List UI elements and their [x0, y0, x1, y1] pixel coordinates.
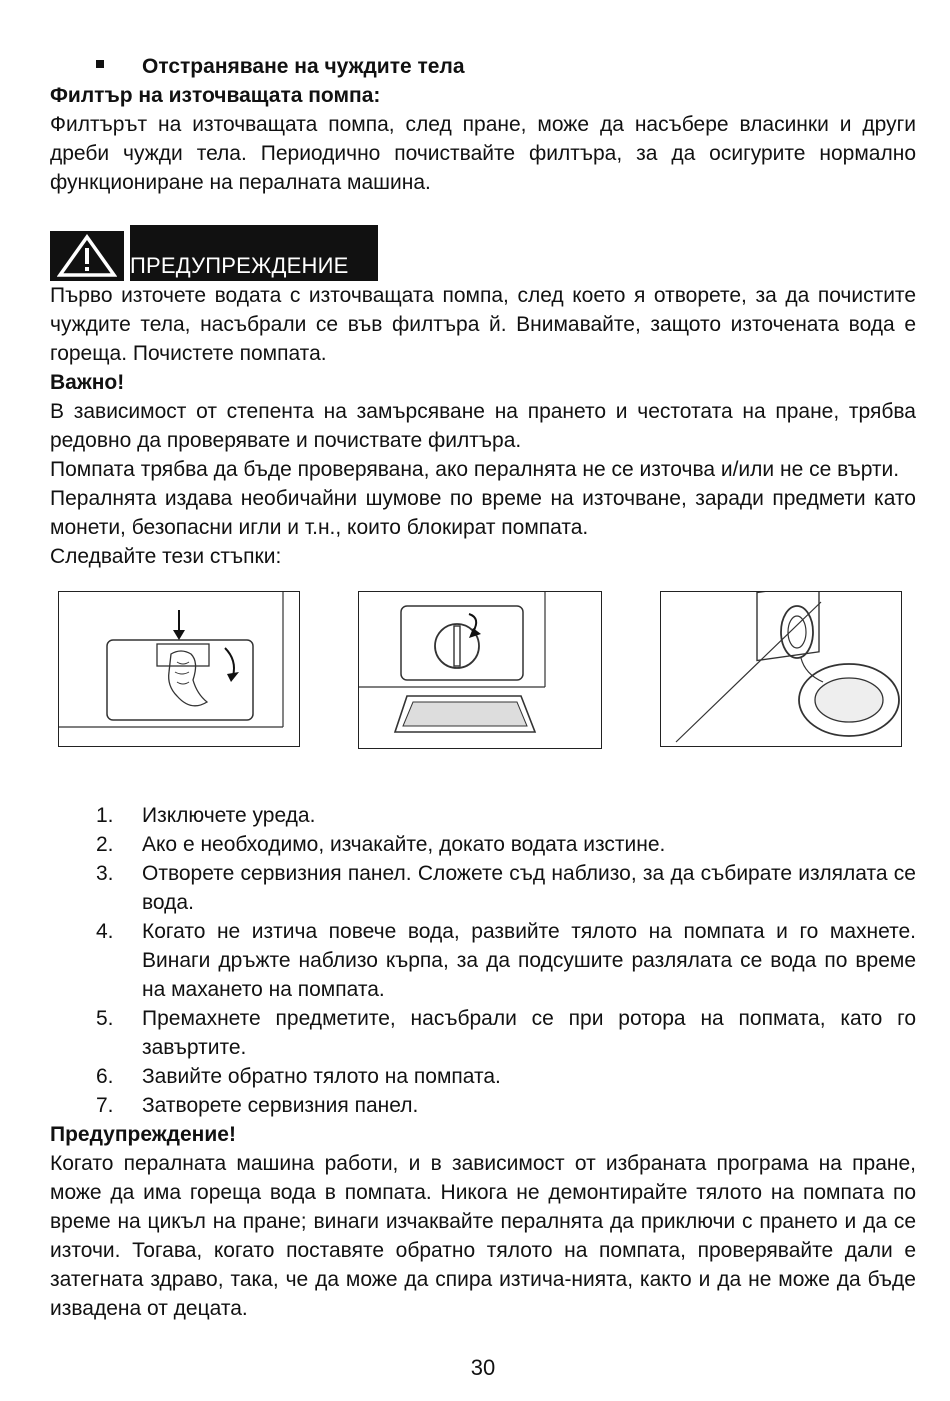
section-bullet-title: [50, 52, 916, 81]
important-paragraph-1: В зависимост от степента на замърсяване на прането и честотата на пране, трябва редовно да проверявате и почиствате филтъра.: [50, 400, 916, 452]
step-number: 4.: [96, 920, 114, 943]
step-number: 7.: [96, 1094, 114, 1117]
step-number: 5.: [96, 1007, 114, 1030]
step-text: Затворете сервизния панел.: [142, 1094, 419, 1117]
step-text: Завийте обратно тялото на помпата.: [142, 1065, 501, 1088]
illustration-row: [50, 591, 916, 781]
important-paragraph-3: Пералнята издава необичайни шумове по време на източване, заради предмети като монети, безопасни игли и т.н., които блокират помпата.: [50, 487, 916, 539]
unscrew-pump-illustration: [358, 591, 602, 749]
final-warning-title: Предупреждение!: [50, 1123, 236, 1146]
bullet-square-icon: [96, 60, 104, 68]
important-title: Важно!: [50, 371, 125, 394]
important-paragraph-2: Помпата трябва да бъде проверявана, ако пералнята не се източва и/или не се върти.: [50, 458, 900, 481]
filter-subtitle: Филтър на източващата помпа:: [50, 84, 381, 107]
steps-list: [50, 801, 916, 1120]
list-item: [50, 1062, 916, 1091]
step-number: 1.: [96, 804, 114, 827]
section-title: Отстраняване на чуждите тела: [142, 55, 465, 78]
warning-paragraph: Първо източете водата с източващата помпа, след което я отворете, за да почистите чуждите тела, насъбрали се във филтъра й. Внимавайте, защото източената вода е гореща. Почистете помпата.: [50, 284, 916, 365]
step-text: Отворете сервизния панел. Сложете съд наблизо, за да събирате излялата се вода.: [142, 862, 916, 914]
intro-paragraph: Филтърът на източващата помпа, след пране, може да насъбере власинки и други дреби чужди тела. Периодично почиствайте филтъра, за да осигурите нормално функциониране на пералната машина.: [50, 113, 916, 194]
warning-header: [50, 225, 916, 281]
step-text: Премахнете предметите, насъбрали се при ротора на попмата, като го завъртите.: [142, 1007, 916, 1059]
list-item: [50, 830, 916, 859]
step-number: 6.: [96, 1065, 114, 1088]
list-item: [50, 1004, 916, 1062]
step-number: 2.: [96, 833, 114, 856]
list-item: [50, 1091, 916, 1120]
step-number: 3.: [96, 862, 114, 885]
list-item: [50, 859, 916, 917]
open-panel-illustration: [58, 591, 300, 747]
important-paragraph-4: Следвайте тези стъпки:: [50, 545, 282, 568]
warning-label: ПРЕДУПРЕЖДЕНИЕ: [130, 225, 378, 281]
page-number: 30: [470, 1355, 496, 1380]
warning-triangle-icon: [50, 231, 124, 281]
step-text: Изключете уреда.: [142, 804, 316, 827]
manual-page: [50, 52, 916, 1323]
step-text: Когато не изтича повече вода, развийте тялото на помпата и го махнете. Винаги дръжте наблизо кърпа, за да подсушите разлялата се вода по време на махането на помпата.: [142, 920, 916, 1001]
step-text: Ако е необходимо, изчакайте, докато водата изстине.: [142, 833, 666, 856]
drain-into-bowl-illustration: [660, 591, 902, 747]
list-item: [50, 801, 916, 830]
list-item: [50, 917, 916, 1004]
final-warning-paragraph: Когато пералната машина работи, и в зависимост от избраната програма на пране, може да има гореща вода в помпата. Никога не демонтирайте тялото на помпата по време на цикъл на пране; винаги изчаквайте пералнята да приключи с прането и да се източи. Тогава, когато поставяте обратно тялото на помпата, проверявайте дали е затегната здраво, така, че да може да спира изтича-нията, както и да не може да бъде извадена от децата.: [50, 1152, 916, 1320]
